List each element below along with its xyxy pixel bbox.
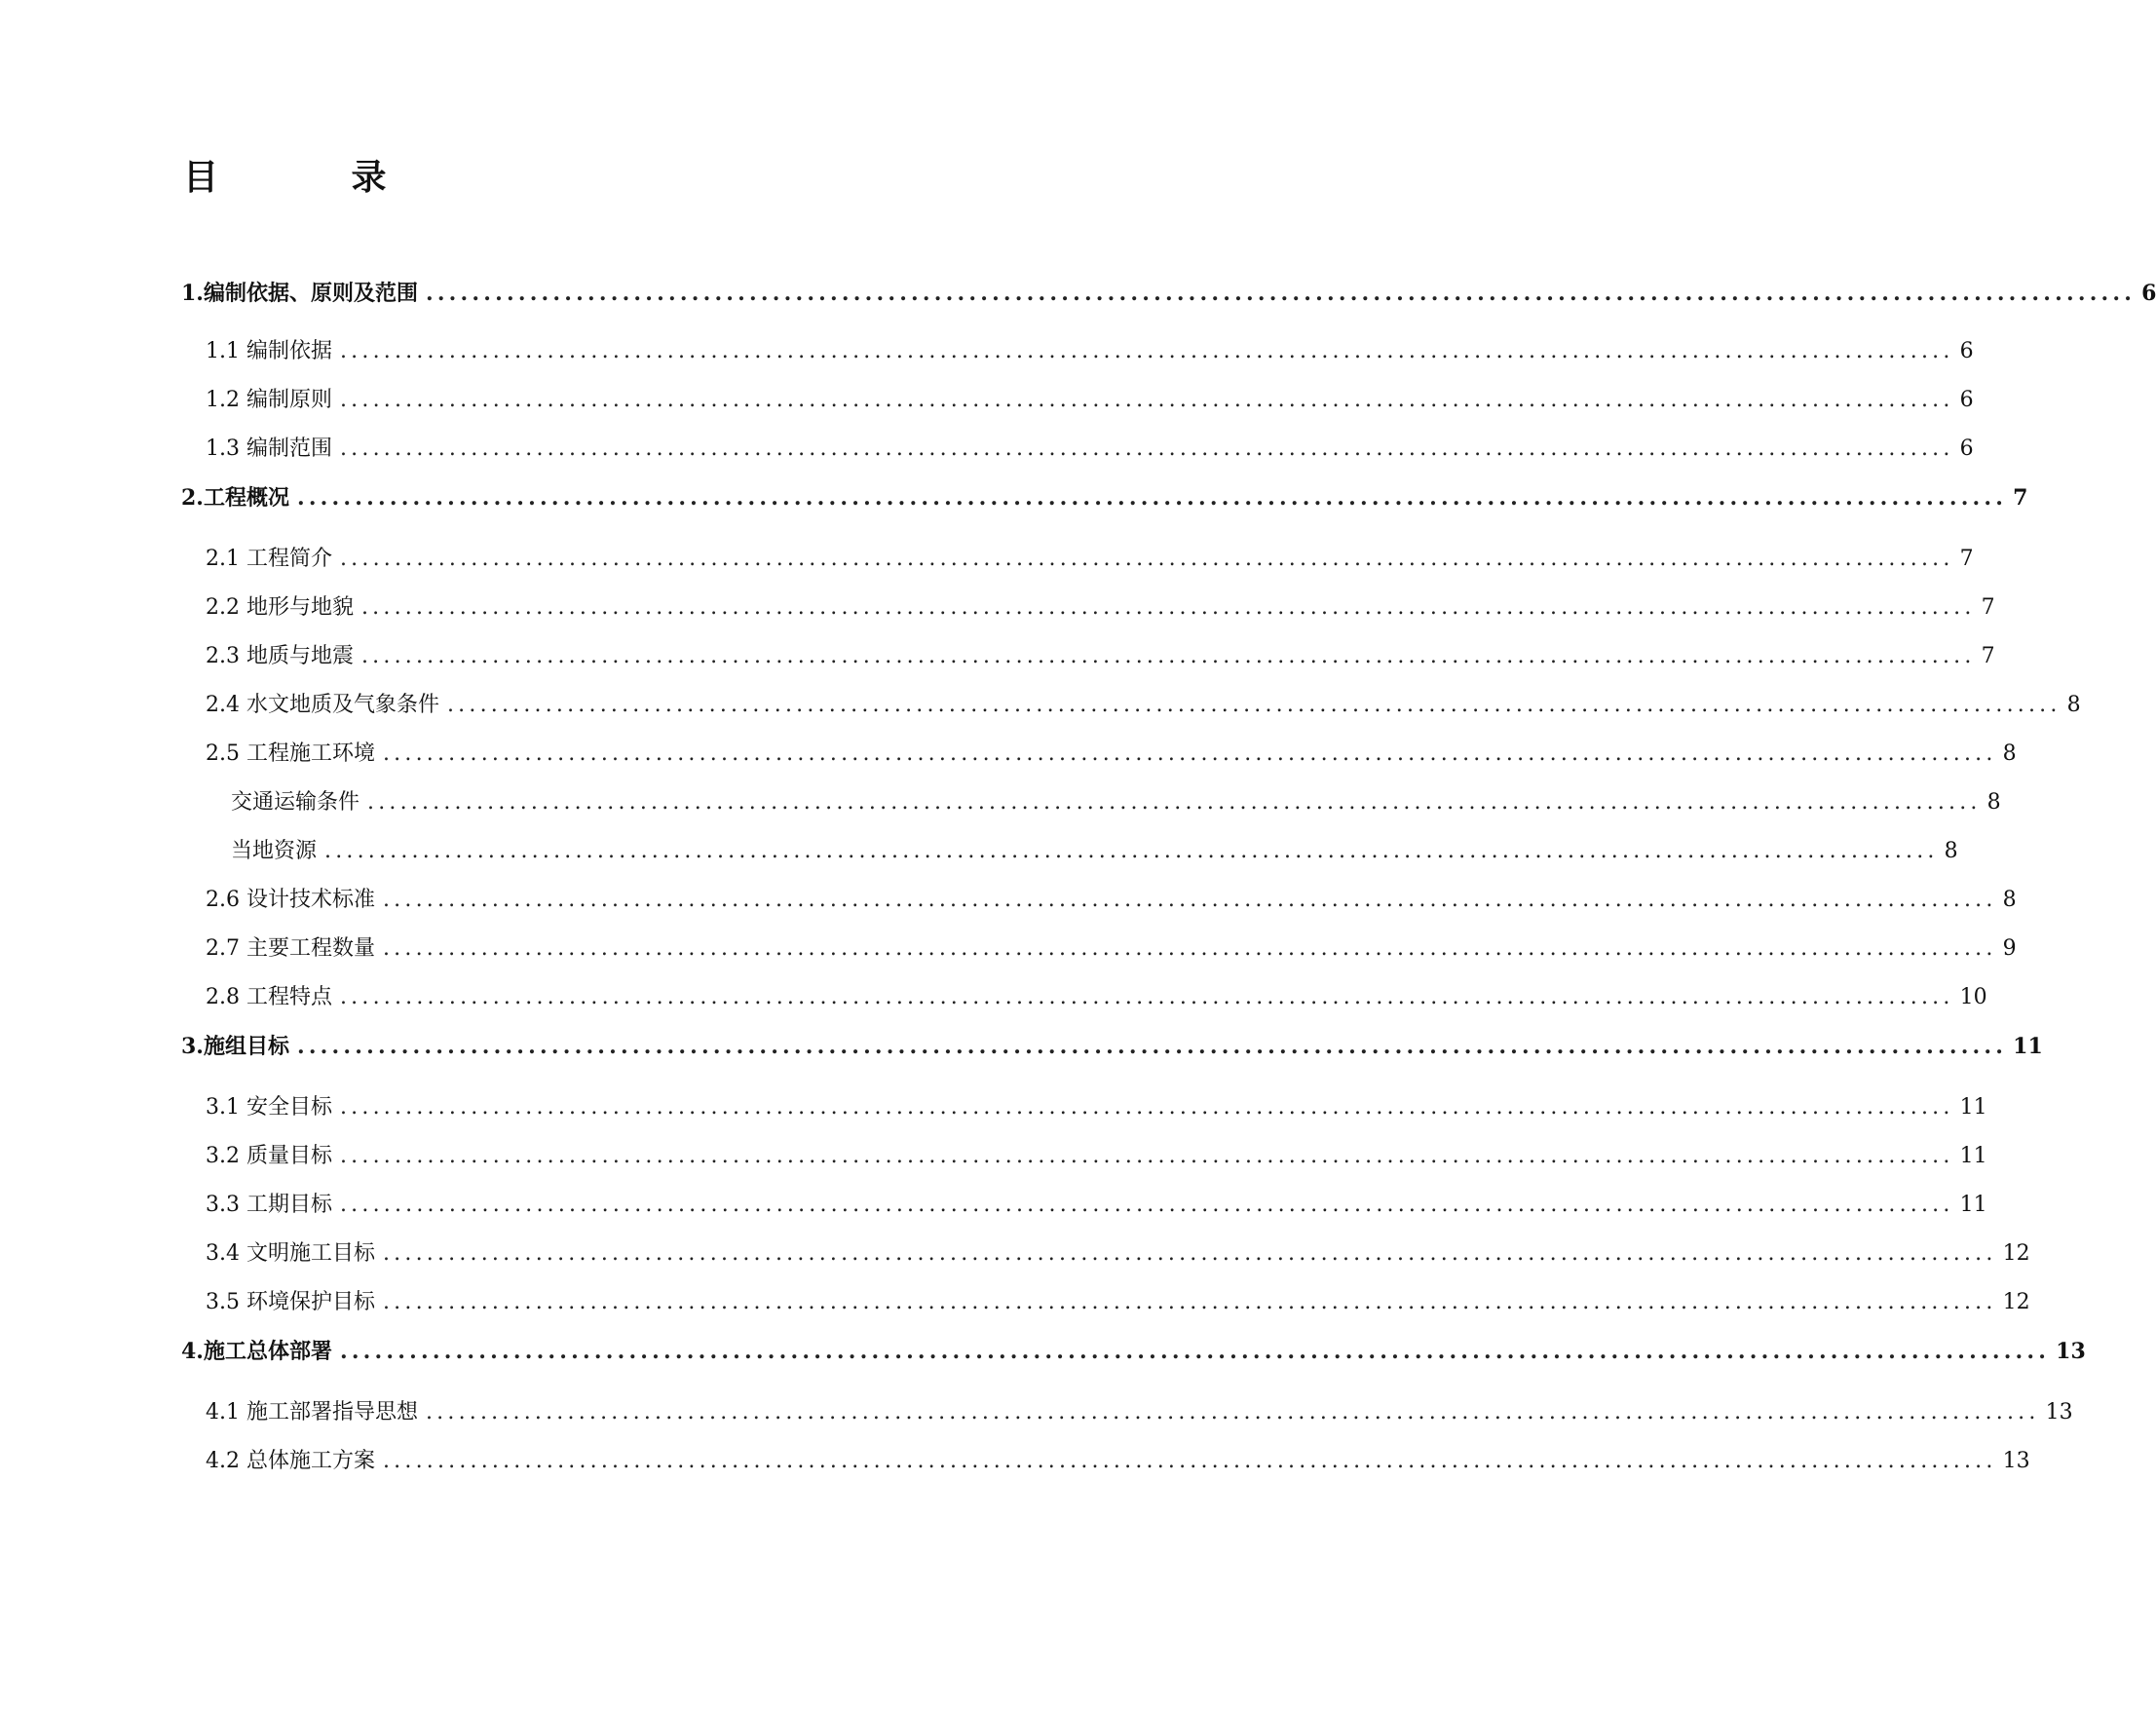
toc-entry[interactable] [181, 934, 2017, 983]
toc-entry-page: 12 [2002, 1241, 2030, 1266]
toc-entry[interactable] [181, 642, 1995, 691]
toc-leader-dots: .................................................................................................................................................... [382, 1241, 1997, 1266]
toc-entry-label: 交通运输条件 [231, 790, 360, 815]
toc-entry[interactable] [181, 740, 2017, 788]
toc-entry[interactable] [181, 279, 2156, 337]
toc-entry-label: 1.3 编制范围 [206, 437, 332, 461]
toc-leader-dots: .................................................................................................................................................... [339, 1339, 2051, 1364]
table-of-contents [181, 279, 2156, 1496]
toc-entry[interactable] [181, 1093, 1987, 1142]
toc-leader-dots: .................................................................................................................................................... [339, 339, 1954, 363]
toc-leader-dots: .................................................................................................................................................... [446, 693, 2061, 717]
toc-leader-dots: .................................................................................................................................................... [360, 644, 1976, 668]
toc-leader-dots: .................................................................................................................................................... [339, 1193, 1954, 1217]
toc-entry-label: 2.6 设计技术标准 [206, 888, 375, 912]
toc-entry-page: 8 [1986, 790, 2001, 815]
toc-entry-label: 2.工程概况 [181, 485, 289, 511]
toc-entry-label: 3.1 安全目标 [206, 1095, 332, 1120]
toc-entry-label: 4.1 施工部署指导思想 [206, 1400, 418, 1424]
toc-leader-dots: .................................................................................................................................................... [367, 790, 1982, 815]
toc-entry-page: 13 [2045, 1400, 2073, 1424]
toc-entry-label: 2.1 工程简介 [206, 547, 332, 571]
toc-entry[interactable] [181, 1142, 1987, 1191]
toc-entry[interactable] [181, 1337, 2086, 1398]
toc-entry-label: 1.1 编制依据 [206, 339, 332, 363]
toc-leader-dots: .................................................................................................................................................... [339, 1144, 1954, 1168]
toc-entry-label: 当地资源 [231, 839, 318, 863]
toc-entry-label: 1.编制依据、原则及范围 [181, 281, 418, 306]
toc-entry-page: 6 [1959, 388, 1974, 412]
toc-leader-dots: .................................................................................................................................................... [425, 1400, 2040, 1424]
toc-leader-dots: .................................................................................................................................................... [382, 741, 1997, 766]
toc-entry-label: 2.3 地质与地震 [206, 644, 354, 668]
toc-entry-label: 3.5 环境保护目标 [206, 1290, 375, 1314]
toc-entry[interactable] [181, 1398, 2073, 1447]
toc-entry-label: 2.4 水文地质及气象条件 [206, 693, 439, 717]
toc-entry-label: 2.2 地形与地貌 [206, 595, 354, 620]
toc-entry[interactable] [181, 1288, 2030, 1337]
toc-leader-dots: .................................................................................................................................................... [382, 1449, 1997, 1473]
toc-leader-dots: .................................................................................................................................................... [339, 437, 1954, 461]
toc-entry-label: 1.2 编制原则 [206, 388, 332, 412]
toc-leader-dots: .................................................................................................................................................... [339, 985, 1954, 1009]
toc-entry-page: 6 [2141, 281, 2156, 306]
toc-entry[interactable] [181, 1191, 1987, 1239]
toc-entry-page: 11 [1959, 1095, 1987, 1120]
toc-entry-page: 13 [2002, 1449, 2030, 1473]
toc-entry-label: 3.4 文明施工目标 [206, 1241, 375, 1266]
toc-entry-page: 6 [1959, 339, 1974, 363]
toc-entry[interactable] [181, 983, 1987, 1032]
toc-leader-dots: .................................................................................................................................................... [339, 547, 1954, 571]
toc-entry-page: 11 [1959, 1144, 1987, 1168]
toc-leader-dots: .................................................................................................................................................... [339, 1095, 1954, 1120]
toc-leader-dots: .................................................................................................................................................... [425, 281, 2137, 306]
toc-entry-page: 11 [1959, 1193, 1987, 1217]
toc-entry-page: 7 [2013, 485, 2028, 511]
toc-leader-dots: .................................................................................................................................................... [324, 839, 1939, 863]
toc-entry[interactable] [181, 691, 2081, 740]
toc-entry-label: 4.施工总体部署 [181, 1339, 332, 1364]
toc-title: 目 录 [183, 157, 447, 198]
toc-entry-page: 7 [1959, 547, 1974, 571]
toc-leader-dots: .................................................................................................................................................... [382, 888, 1997, 912]
toc-entry-page: 8 [2002, 741, 2017, 766]
toc-entry-label: 3.3 工期目标 [206, 1193, 332, 1217]
toc-leader-dots: .................................................................................................................................................... [339, 388, 1954, 412]
toc-entry[interactable] [181, 386, 1974, 435]
toc-leader-dots: .................................................................................................................................................... [296, 1034, 2008, 1059]
toc-entry-label: 4.2 总体施工方案 [206, 1449, 375, 1473]
toc-leader-dots: .................................................................................................................................................... [382, 936, 1997, 961]
toc-entry[interactable] [181, 837, 1958, 886]
toc-leader-dots: .................................................................................................................................................... [382, 1290, 1997, 1314]
toc-entry-page: 12 [2002, 1290, 2030, 1314]
toc-entry[interactable] [181, 1239, 2030, 1288]
toc-leader-dots: .................................................................................................................................................... [360, 595, 1976, 620]
toc-entry-label: 3.施组目标 [181, 1034, 289, 1059]
toc-entry-page: 8 [1944, 839, 1958, 863]
toc-entry-page: 9 [2002, 936, 2017, 961]
toc-entry-page: 7 [1981, 595, 1995, 620]
toc-entry-page: 11 [2013, 1034, 2043, 1059]
toc-leader-dots: .................................................................................................................................................... [296, 485, 2008, 511]
toc-entry-label: 2.5 工程施工环境 [206, 741, 375, 766]
toc-entry[interactable] [181, 1032, 2043, 1093]
toc-entry-label: 2.7 主要工程数量 [206, 936, 375, 961]
toc-entry-page: 13 [2056, 1339, 2086, 1364]
toc-entry[interactable] [181, 593, 1995, 642]
toc-entry-page: 6 [1959, 437, 1974, 461]
toc-entry-page: 8 [2066, 693, 2081, 717]
toc-entry[interactable] [181, 886, 2017, 934]
toc-entry-page: 10 [1959, 985, 1987, 1009]
toc-entry[interactable] [181, 545, 1974, 593]
toc-entry[interactable] [181, 337, 1974, 386]
toc-entry[interactable] [181, 435, 1974, 483]
toc-entry-label: 2.8 工程特点 [206, 985, 332, 1009]
toc-entry[interactable] [181, 788, 2001, 837]
toc-entry-page: 7 [1981, 644, 1995, 668]
toc-entry-page: 8 [2002, 888, 2017, 912]
toc-entry-label: 3.2 质量目标 [206, 1144, 332, 1168]
toc-entry[interactable] [181, 483, 2028, 545]
toc-entry[interactable] [181, 1447, 2030, 1496]
